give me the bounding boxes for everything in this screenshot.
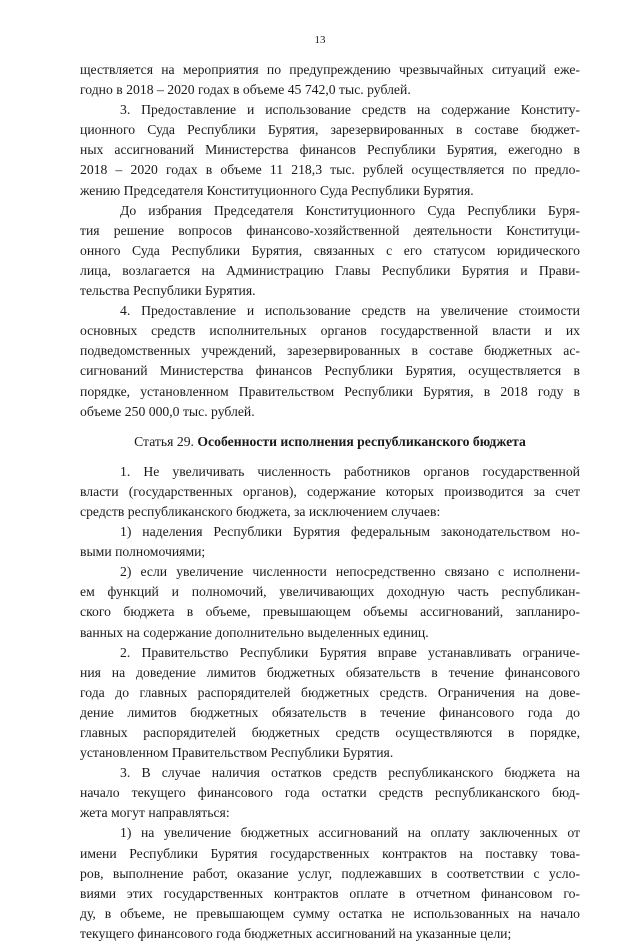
- text-line: ров, выполнение работ, оказание услуг, подлежавших в соответствии с усло-: [80, 865, 580, 881]
- text-line: установленном Правительством Республики Бурятия.: [80, 745, 394, 761]
- text-line: виями этих государственных контрактов оплате в отчетном финансовом го-: [80, 885, 580, 901]
- text-line: главных распорядителей бюджетных средств осуществляются в порядке,: [80, 725, 580, 740]
- paragraph-item-3: [80, 100, 580, 200]
- paragraph-subitem-1: [80, 823, 580, 944]
- article-title: Особенности исполнения республиканского бюджета: [197, 433, 526, 449]
- text-line: ду, в объеме, не превышающем сумму остатка не использованных на начало: [80, 905, 580, 921]
- text-line: основных средств исполнительных органов государственной власти и их: [80, 323, 580, 339]
- text-line: объеме 250 000,0 тыс. рублей.: [80, 403, 255, 419]
- text-line: 2. Правительство Республики Бурятия вправе устанавливать ограниче-: [120, 644, 580, 660]
- page-number: 13: [314, 34, 326, 46]
- text-line: 1) наделения Республики Бурятия федеральным законодательством но-: [120, 524, 580, 540]
- paragraph-item-1: [80, 462, 580, 522]
- spacer: [80, 452, 580, 462]
- text-line: ществляется на мероприятия по предупреждению чрезвычайных ситуаций еже-: [80, 62, 580, 77]
- text-line: текущего финансового года бюджетных ассигнований на указанные цели;: [80, 925, 512, 941]
- paragraph-continuation: [80, 60, 580, 100]
- text-line: 1. Не увеличивать численность работников органов государственной: [120, 463, 580, 479]
- text-line: года до главных распорядителей бюджетных средств. Ограничения на дове-: [80, 684, 580, 700]
- text-line: выми полномочиями;: [80, 544, 206, 560]
- article-number: Статья 29.: [134, 433, 198, 449]
- text-line: порядке, установленном Правительством Республики Бурятия, в 2018 году в: [80, 383, 580, 399]
- paragraph-subitem-2: [80, 562, 580, 642]
- text-line: дение лимитов бюджетных обязательств в течение финансового года до: [80, 704, 580, 720]
- paragraph: [80, 201, 580, 301]
- text-line: 4. Предоставление и использование средств на увеличение стоимости: [120, 303, 580, 319]
- text-line: 1) на увеличение бюджетных ассигнований на оплату заключенных от: [120, 825, 580, 841]
- text-line: тия решение вопросов финансово-хозяйственной деятельности Конституци-: [80, 222, 580, 238]
- text-line: начало текущего финансового года остатки средств республиканского бюд-: [80, 785, 580, 801]
- text-line: средств республиканского бюджета, за исключением случаев:: [80, 503, 441, 519]
- text-line: 3. В случае наличия остатков средств республиканского бюджета на: [120, 765, 580, 781]
- paragraph-item-3: [80, 763, 580, 823]
- text-line: 3. Предоставление и использование средств на содержание Конститу-: [120, 102, 580, 118]
- text-line: онного Суда Республики Бурятия, связанных с его статусом юридического: [80, 242, 580, 258]
- text-line: тельства Республики Бурятия.: [80, 283, 256, 299]
- paragraph-subitem-1: [80, 522, 580, 562]
- paragraph-item-4: [80, 301, 580, 422]
- text-line: ния на доведение лимитов бюджетных обязательств в течение финансового: [80, 664, 580, 680]
- document-body: [80, 60, 580, 944]
- text-line: жению Председателя Конституционного Суда Республики Бурятия.: [80, 182, 474, 198]
- text-line: 2) если увеличение численности непосредственно связано с исполнени-: [120, 564, 580, 580]
- text-line: ванных на содержание дополнительно выделенных единиц.: [80, 624, 429, 640]
- article-heading: [80, 432, 580, 452]
- paragraph-item-2: [80, 643, 580, 764]
- text-line: ем функций и полномочий, увеличивающих доходную часть республикан-: [80, 584, 580, 600]
- text-line: имени Республики Бурятия государственных контрактов на поставку това-: [80, 845, 580, 861]
- text-line: До избрания Председателя Конституционного Суда Республики Буря-: [120, 202, 580, 218]
- text-line: годно в 2018 – 2020 годах в объеме 45 742,0 тыс. рублей.: [80, 82, 411, 98]
- text-line: ского бюджета в объеме, превышающем объемы ассигнований, запланиро-: [80, 604, 580, 620]
- spacer: [80, 422, 580, 432]
- text-line: 2018 – 2020 годах в объеме 11 218,3 тыс. рублей осуществляется по предло-: [80, 162, 580, 178]
- text-line: ных ассигнований Министерства финансов Республики Бурятия, ежегодно в: [80, 142, 580, 158]
- text-line: жета могут направляться:: [80, 805, 230, 821]
- text-line: ционного Суда Республики Бурятия, зарезервированных в составе бюджет-: [80, 122, 580, 138]
- text-line: лица, возлагается на Администрацию Главы Республики Бурятия и Прави-: [80, 262, 580, 278]
- text-line: власти (государственных органов), содержание которых производится за счет: [80, 483, 580, 499]
- text-line: сигнований Министерства финансов Республики Бурятия, осуществляется в: [80, 363, 580, 379]
- text-line: подведомственных учреждений, зарезервированных в составе бюджетных ас-: [80, 343, 580, 359]
